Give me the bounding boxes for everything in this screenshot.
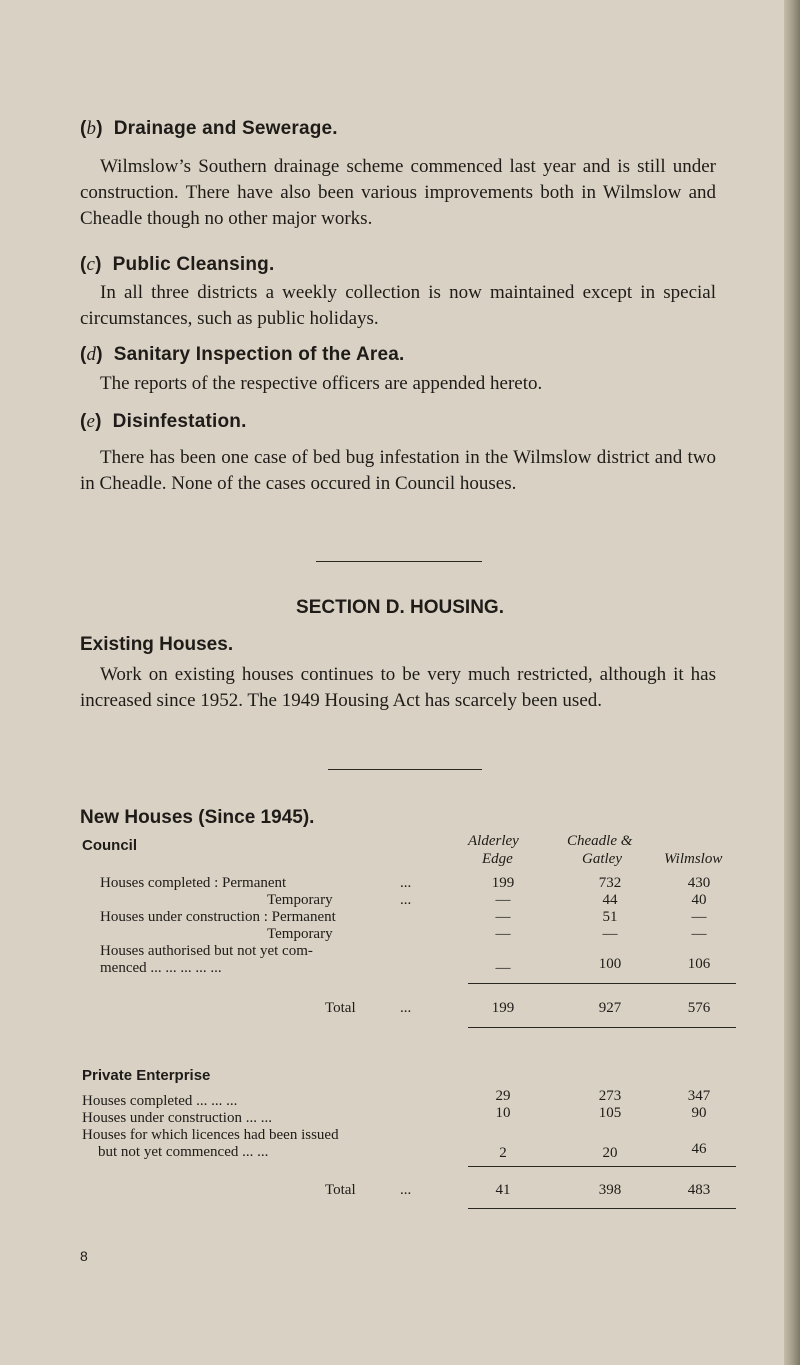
cell: —	[495, 892, 511, 908]
section-e-heading: (e) Disinfestation.	[80, 411, 247, 432]
column-header-cheadle: Cheadle &	[567, 833, 633, 849]
column-header-cheadle-2: Gatley	[582, 851, 622, 867]
cell: 10	[495, 1105, 511, 1121]
total-cell: 199	[491, 1000, 515, 1016]
cell: —	[495, 926, 511, 942]
cell: 199	[491, 875, 515, 891]
column-header-alderley: Alderley	[468, 833, 519, 849]
row-label-cont: menced ... ... ... ... ...	[100, 960, 222, 976]
row-label-cont: but not yet commenced ... ...	[98, 1144, 269, 1160]
cell: 100	[598, 956, 622, 972]
row-label: Temporary	[267, 892, 333, 908]
section-d-text: The reports of the respective officers are appended hereto.	[100, 373, 543, 394]
cell: 46	[691, 1141, 707, 1157]
row-label: Houses completed : Permanent	[100, 875, 287, 891]
new-houses-heading: New Houses (Since 1945).	[80, 807, 315, 828]
total-rule-bottom	[468, 1027, 736, 1028]
row-dots: ...	[400, 1182, 412, 1198]
cell: 347	[687, 1088, 711, 1104]
cell: 105	[598, 1105, 622, 1121]
cell: 29	[495, 1088, 511, 1104]
existing-houses-heading: Existing Houses.	[80, 634, 234, 655]
row-label: Houses authorised but not yet com-	[100, 943, 313, 959]
divider-rule	[328, 769, 482, 770]
section-b-text: Wilmslow’s Southern drainage scheme commenced last year and is still under construction. There have also been various improvements both in Wilmslow and Cheadle though no other major works.	[80, 156, 716, 229]
cell: 44	[602, 892, 618, 908]
cell: 273	[598, 1088, 622, 1104]
page-number: 8	[80, 1248, 88, 1264]
total-cell: 398	[598, 1182, 622, 1198]
total-rule-top	[468, 1166, 736, 1167]
private-enterprise-heading: Private Enterprise	[82, 1067, 211, 1084]
cell: —	[495, 909, 511, 925]
total-cell: 41	[495, 1182, 511, 1198]
section-c-text: In all three districts a weekly collection is now maintained except in special circumstances, such as public holidays.	[80, 282, 716, 329]
row-dots: ...	[400, 1000, 412, 1016]
row-label: Houses under construction : Permanent	[100, 909, 336, 925]
total-cell: 927	[598, 1000, 622, 1016]
row-dots: ...	[400, 892, 412, 908]
total-rule-bottom	[468, 1208, 736, 1209]
cell: 90	[691, 1105, 707, 1121]
row-label: Temporary	[267, 926, 333, 942]
row-label: Houses completed ... ... ...	[82, 1093, 238, 1109]
column-header-wilmslow: Wilmslow	[664, 851, 723, 867]
total-label: Total	[325, 1000, 356, 1016]
section-d-housing-heading: SECTION D. HOUSING.	[296, 597, 504, 618]
cell: 2	[499, 1145, 507, 1161]
cell: —	[602, 926, 618, 942]
total-label: Total	[325, 1182, 356, 1198]
row-dots: ...	[400, 875, 412, 891]
existing-houses-text: Work on existing houses continues to be very much restricted, although it has increased since 1952. The 1949 Housing Act has scarcely been used.	[80, 664, 716, 711]
cell: 430	[687, 875, 711, 891]
section-d-heading: (d) Sanitary Inspection of the Area.	[80, 344, 405, 365]
cell: 106	[687, 956, 711, 972]
cell: —	[691, 909, 707, 925]
cell: 40	[691, 892, 707, 908]
row-label: Houses for which licences had been issued	[82, 1127, 339, 1143]
council-label: Council	[82, 837, 137, 854]
cell: 20	[602, 1145, 618, 1161]
total-cell: 483	[687, 1182, 711, 1198]
page-edge-shadow	[784, 0, 800, 1365]
section-c-heading: (c) Public Cleansing.	[80, 254, 275, 275]
divider-rule	[316, 561, 482, 562]
column-header-alderley-2: Edge	[482, 851, 513, 867]
cell: 732	[598, 875, 622, 891]
row-label: Houses under construction ... ...	[82, 1110, 272, 1126]
section-e-text: There has been one case of bed bug infestation in the Wilmslow district and two in Cheadle. None of the cases occured in Council houses.	[80, 447, 716, 494]
cell: —	[495, 960, 511, 976]
section-b-heading: (b) Drainage and Sewerage.	[80, 118, 338, 139]
cell: 51	[602, 909, 618, 925]
total-cell: 576	[687, 1000, 711, 1016]
cell: —	[691, 926, 707, 942]
total-rule-top	[468, 983, 736, 984]
